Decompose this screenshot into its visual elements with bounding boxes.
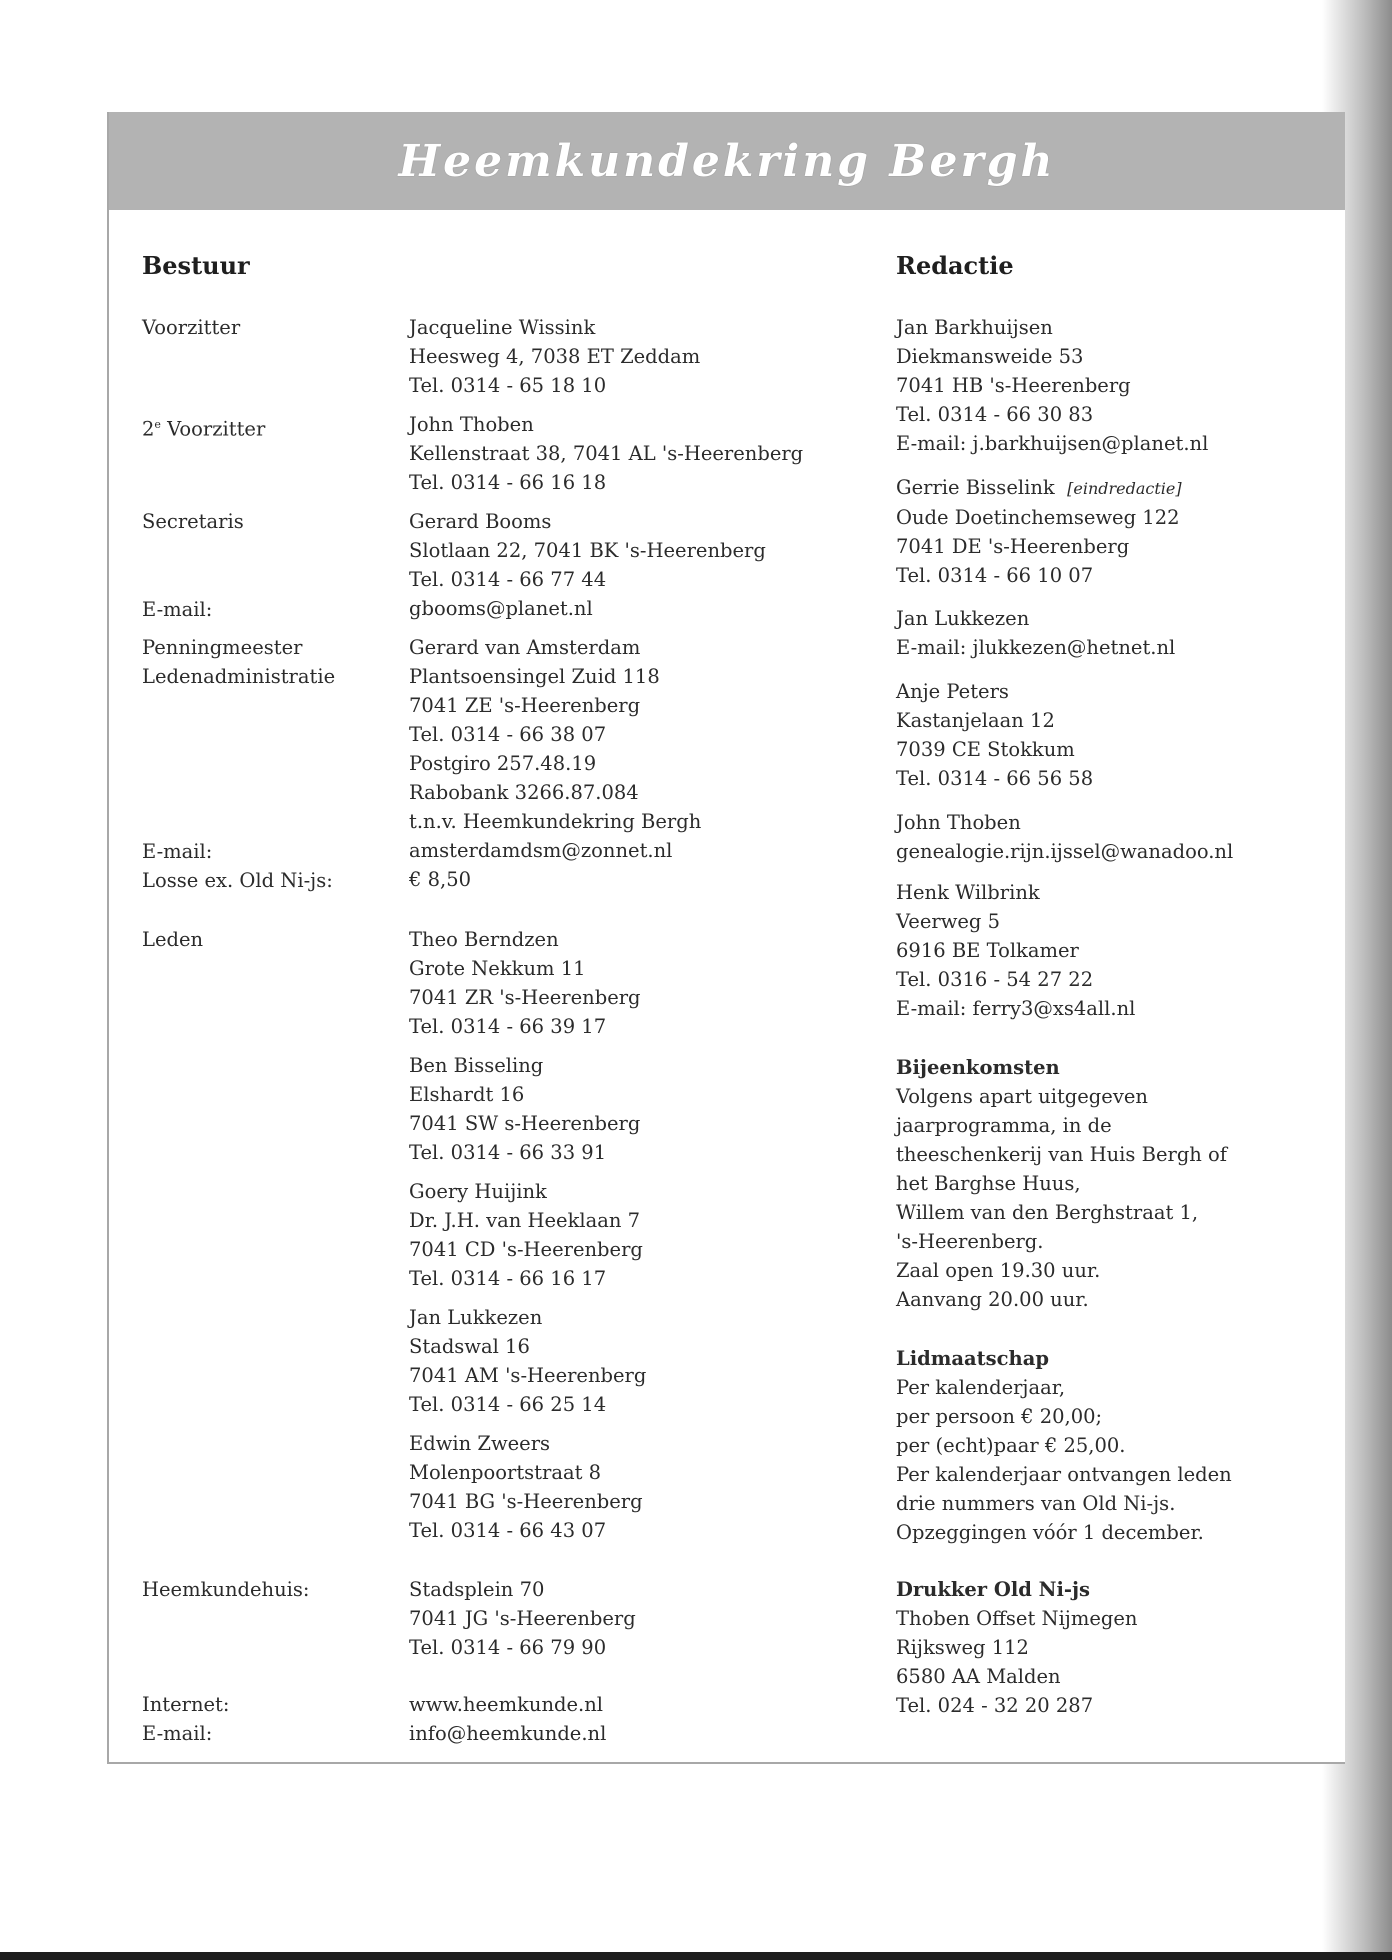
section-line: Volgens apart uitgegeven <box>896 1085 1148 1108</box>
section-line: het Barghse Huus, <box>896 1172 1081 1195</box>
email-link[interactable]: info@heemkunde.nl <box>409 1722 607 1745</box>
section-line: 's-Heerenberg. <box>896 1230 1044 1253</box>
contact-line: Plantsoensingel Zuid 118 <box>409 665 660 688</box>
contact-line: Tel. 0314 - 66 43 07 <box>409 1519 607 1542</box>
contact-line: Edwin Zweers <box>409 1432 551 1455</box>
contact-line: Goery Huijink <box>409 1180 547 1203</box>
eindredactie-note: [eindredactie] <box>1067 479 1182 498</box>
contact-line: Elshardt 16 <box>409 1083 525 1106</box>
drukker-section <box>896 1575 1137 1720</box>
lid-entry <box>409 1177 643 1293</box>
contact-line: Veerweg 5 <box>896 910 1001 933</box>
penningmeester-email: amsterdamdsm@zonnet.nl <box>409 839 673 862</box>
contact-line: Kellenstraat 38, 7041 AL 's-Heerenberg <box>409 442 804 465</box>
contact-line: 7041 ZE 's-Heerenberg <box>409 694 641 717</box>
contact-line: Jan Barkhuijsen <box>896 316 1053 339</box>
contact-line: 7041 SW s-Heerenberg <box>409 1112 641 1135</box>
redactie-heading: Redactie <box>896 251 1014 280</box>
contact-line: Henk Wilbrink <box>896 881 1040 904</box>
voorzitter-contact <box>409 313 700 400</box>
redactie-member <box>896 878 1135 1023</box>
contact-line: 7041 JG 's-Heerenberg <box>409 1607 636 1630</box>
heemkundehuis-label: Heemkundehuis: <box>142 1578 310 1601</box>
leden-label: Leden <box>142 928 204 951</box>
contact-line: Tel. 0314 - 66 16 17 <box>409 1267 607 1290</box>
contact-line: Ben Bisseling <box>409 1054 544 1077</box>
losse-exemplaren-label: Losse ex. Old Ni-js: <box>142 869 333 892</box>
contact-line: 7039 CE Stokkum <box>896 738 1075 761</box>
section-line: Aanvang 20.00 uur. <box>896 1288 1089 1311</box>
contact-line: Tel. 0314 - 66 10 07 <box>896 564 1094 587</box>
contact-line: Jan Lukkezen <box>409 1306 543 1329</box>
contact-line: Tel. 0314 - 65 18 10 <box>409 374 607 397</box>
heemkundehuis-contact <box>409 1575 636 1662</box>
section-line: jaarprogramma, in de <box>896 1114 1112 1137</box>
penningmeester-contact <box>409 633 701 894</box>
contact-line: Tel. 0314 - 66 16 18 <box>409 471 607 494</box>
tweede-voorzitter-contact <box>409 410 803 497</box>
contact-line: Tel. 0314 - 66 39 17 <box>409 1015 607 1038</box>
contact-line: Tel. 0314 - 66 77 44 <box>409 568 607 591</box>
contact-line: Theo Berndzen <box>409 928 559 951</box>
penningmeester-email-label: E-mail: <box>142 840 213 863</box>
contact-line: Dr. J.H. van Heeklaan 7 <box>409 1209 641 1232</box>
section-line: Rijksweg 112 <box>896 1636 1029 1659</box>
secretaris-email-label: E-mail: <box>142 598 213 621</box>
website-link[interactable]: www.heemkunde.nl <box>409 1693 604 1716</box>
section-line: theeschenkerij van Huis Bergh of <box>896 1143 1228 1166</box>
redactie-member <box>896 313 1208 458</box>
contact-line: Tel. 0314 - 66 38 07 <box>409 723 607 746</box>
contact-line: 7041 AM 's-Heerenberg <box>409 1364 647 1387</box>
contact-line: Molenpoortstraat 8 <box>409 1461 602 1484</box>
contact-line: Kastanjelaan 12 <box>896 709 1055 732</box>
secretaris-contact <box>409 507 766 623</box>
penningmeester-label: Penningmeester <box>142 636 303 659</box>
header-band <box>109 112 1345 210</box>
lidmaatschap-heading: Lidmaatschap <box>896 1347 1049 1370</box>
contact-line: Stadswal 16 <box>409 1335 530 1358</box>
contact-line: E-mail: jlukkezen@hetnet.nl <box>896 636 1176 659</box>
bijeenkomsten-heading: Bijeenkomsten <box>896 1056 1060 1079</box>
drukker-heading: Drukker Old Ni-js <box>896 1578 1091 1601</box>
bestuur-heading: Bestuur <box>142 251 250 280</box>
page-title: Heemkundekring Bergh <box>398 135 1056 187</box>
section-line: drie nummers van Old Ni-js. <box>896 1492 1176 1515</box>
contact-line: Heesweg 4, 7038 ET Zeddam <box>409 345 701 368</box>
lidmaatschap-section <box>896 1344 1232 1547</box>
contact-line: Tel. 0314 - 66 30 83 <box>896 403 1094 426</box>
section-line: Per kalenderjaar ontvangen leden <box>896 1463 1232 1486</box>
contact-line: Oude Doetinchemseweg 122 <box>896 506 1180 529</box>
contact-line: Anje Peters <box>896 680 1009 703</box>
section-line: 6580 AA Malden <box>896 1665 1061 1688</box>
section-line: Tel. 024 - 32 20 287 <box>896 1694 1094 1717</box>
section-line: Thoben Offset Nijmegen <box>896 1607 1138 1630</box>
contact-line: Tel. 0314 - 66 33 91 <box>409 1141 607 1164</box>
contact-line: Tel. 0314 - 66 56 58 <box>896 767 1094 790</box>
tweede-voorzitter-label: 2e Voorzitter <box>142 417 266 441</box>
contact-line: Tel. 0314 - 66 79 90 <box>409 1636 607 1659</box>
contact-line: John Thoben <box>409 413 534 436</box>
contact-line: 6916 BE Tolkamer <box>896 939 1079 962</box>
contact-line: John Thoben <box>896 811 1021 834</box>
redactie-member <box>896 604 1175 662</box>
contact-line: Jan Lukkezen <box>896 607 1030 630</box>
lid-entry <box>409 1303 646 1419</box>
contact-line: E-mail: j.barkhuijsen@planet.nl <box>896 432 1209 455</box>
lid-entry <box>409 925 641 1041</box>
ledenadministratie-label: Ledenadministratie <box>142 665 336 688</box>
contact-line: Stadsplein 70 <box>409 1578 545 1601</box>
contact-line: 7041 CD 's-Heerenberg <box>409 1238 643 1261</box>
redactie-member <box>896 677 1093 793</box>
section-line: per (echt)paar € 25,00. <box>896 1434 1126 1457</box>
contact-line: Tel. 0314 - 66 25 14 <box>409 1393 607 1416</box>
section-line: per persoon € 20,00; <box>896 1405 1103 1428</box>
lid-entry <box>409 1051 640 1167</box>
contact-line: 7041 BG 's-Heerenberg <box>409 1490 643 1513</box>
bottom-scan-edge <box>0 1952 1392 1960</box>
contact-line: 7041 DE 's-Heerenberg <box>896 535 1130 558</box>
section-line: Per kalenderjaar, <box>896 1376 1066 1399</box>
contact-line: Gerrie Bisselink [eindredactie] <box>896 476 1182 499</box>
contact-line: t.n.v. Heemkundekring Bergh <box>409 810 702 833</box>
contact-line: Rabobank 3266.87.084 <box>409 781 639 804</box>
contact-line: 7041 ZR 's-Heerenberg <box>409 986 641 1009</box>
contact-line: Grote Nekkum 11 <box>409 957 586 980</box>
email-label: E-mail: <box>142 1722 213 1745</box>
internet-label: Internet: <box>142 1693 230 1716</box>
secretaris-label: Secretaris <box>142 510 244 533</box>
contact-line: Gerard van Amsterdam <box>409 636 641 659</box>
lid-entry <box>409 1429 643 1545</box>
secretaris-email: gbooms@planet.nl <box>409 597 593 620</box>
contact-line: Gerard Booms <box>409 510 552 533</box>
section-line: Willem van den Berghstraat 1, <box>896 1201 1199 1224</box>
contact-line: Slotlaan 22, 7041 BK 's-Heerenberg <box>409 539 766 562</box>
redactie-member <box>896 808 1233 866</box>
section-line: Opzeggingen vóór 1 december. <box>896 1521 1204 1544</box>
contact-line: Postgiro 257.48.19 <box>409 752 597 775</box>
redactie-member <box>896 473 1182 590</box>
contact-line: Tel. 0316 - 54 27 22 <box>896 968 1094 991</box>
web-contact <box>409 1690 606 1748</box>
losse-exemplaren-price: € 8,50 <box>409 868 472 891</box>
contact-line: E-mail: ferry3@xs4all.nl <box>896 997 1136 1020</box>
section-line: Zaal open 19.30 uur. <box>896 1259 1101 1282</box>
contact-line: Diekmansweide 53 <box>896 345 1084 368</box>
contact-line: genealogie.rijn.ijssel@wanadoo.nl <box>896 840 1234 863</box>
bijeenkomsten-section <box>896 1053 1227 1314</box>
contact-line: Jacqueline Wissink <box>409 316 596 339</box>
voorzitter-label: Voorzitter <box>142 316 241 339</box>
contact-line: 7041 HB 's-Heerenberg <box>896 374 1131 397</box>
